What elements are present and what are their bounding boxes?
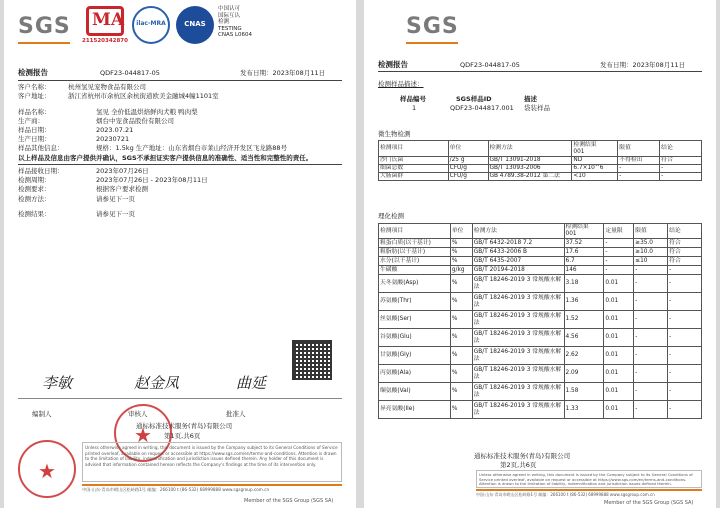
- received-date: 2023年07月26日: [96, 167, 149, 175]
- table-cell: GB/T 18246-2019 3 常规酸水解法: [472, 311, 564, 329]
- table-cell: 符合: [660, 157, 702, 165]
- producer-label: 生产商：: [18, 117, 44, 125]
- micro-header: 检测项目: [379, 141, 449, 157]
- table-cell: -: [604, 239, 634, 248]
- report-number: QDF23-044817-05: [460, 61, 520, 69]
- page-number: 第2页,共6页: [500, 461, 537, 469]
- chem-heading: 理化检测: [378, 212, 404, 220]
- address-line: 中国·山东·青岛市崂山区松岭路1号 邮编：266100 t (86-532) 68999888 www.sgsgroup.com.cn: [476, 492, 655, 497]
- table-cell: 不得检出: [618, 157, 660, 165]
- table-row: [379, 401, 702, 419]
- table-cell: g/kg: [450, 266, 472, 275]
- legal-notice: Unless otherwise agreed in writing, this document is issued by the Company subject to its General Conditions of Service printed overleaf, available on request or accessible at https://www.sgs.com/en/terms-and-conditions. Attention is drawn to the limitation of liability, indemnification and jurisdiction issues defined therein.: [476, 470, 702, 488]
- table-cell: 0.01: [604, 293, 634, 311]
- cnas-caption-line: 检测: [218, 19, 230, 25]
- table-cell: %: [450, 401, 472, 419]
- table-cell: -: [634, 347, 668, 365]
- customer-address: 浙江省杭州市余杭区余杭街道欧美金融城4幢1101室: [68, 92, 219, 100]
- test-request: 根据客户要求检测: [96, 185, 148, 193]
- cma-letters: MA: [92, 10, 125, 30]
- table-cell: 6.7: [564, 257, 604, 266]
- table-cell: -: [660, 173, 702, 181]
- table-cell: -: [634, 401, 668, 419]
- table-row: [379, 293, 702, 311]
- desc-header-description: 描述: [524, 95, 537, 103]
- sgs-logo: SGS: [406, 14, 459, 39]
- table-cell: GB/T 6432-2018 7.2: [472, 239, 564, 248]
- page-number: 第1页,共6页: [164, 432, 201, 440]
- cnas-caption: [218, 6, 252, 39]
- table-row: [379, 257, 702, 266]
- issue-date: 发布日期：2023年08月11日: [600, 61, 686, 69]
- table-row: [379, 157, 702, 165]
- table-cell: -: [604, 266, 634, 275]
- sgs-logo-bar: [18, 42, 70, 44]
- table-cell: -: [668, 266, 702, 275]
- table-cell: -: [634, 365, 668, 383]
- chem-header: 检测项目: [379, 224, 451, 239]
- table-cell: 0.01: [604, 329, 634, 347]
- table-row: [379, 165, 702, 173]
- table-cell: <10: [572, 173, 618, 181]
- chem-header: 检测方法: [472, 224, 564, 239]
- table-cell: 0.01: [604, 383, 634, 401]
- cnas-caption-line: 国际互认: [218, 12, 241, 19]
- table-cell: 大肠菌群: [379, 173, 449, 181]
- table-cell: 1.52: [564, 311, 604, 329]
- divider: [18, 80, 342, 81]
- ilac-mra-text: ilac-MRA: [136, 20, 166, 27]
- sample-other-label: 样品其他信息：: [18, 144, 64, 152]
- table-cell: 6.7×10^6: [572, 165, 618, 173]
- company-name: 通标标准技术服务(青岛)有限公司: [136, 422, 233, 430]
- table-row: [379, 239, 702, 248]
- signature-preparer: 李敏: [42, 374, 73, 392]
- footer-bar: [82, 484, 342, 486]
- production-date-label: 生产日期：: [18, 135, 51, 143]
- table-row: [379, 248, 702, 257]
- table-cell: -: [668, 365, 702, 383]
- table-cell: 4.56: [564, 329, 604, 347]
- table-cell: 谷氨酸(Glu): [379, 329, 451, 347]
- signature-approver: 曲延: [236, 374, 267, 392]
- table-cell: GB/T 18246-2019 3 常规酸水解法: [472, 275, 564, 293]
- report-title: 检测报告: [18, 68, 48, 77]
- cnas-logo: [176, 6, 214, 44]
- table-cell: 沙门氏菌: [379, 157, 449, 165]
- cnas-caption-line: TESTING: [218, 25, 242, 32]
- chem-table: [378, 223, 702, 419]
- table-cell: 甘氨酸(Gly): [379, 347, 451, 365]
- cnas-caption-line: CNAS L0604: [218, 32, 253, 38]
- test-method-label: 检测方法：: [18, 195, 51, 203]
- customer-address-label: 客户地址：: [18, 92, 51, 100]
- desc-sgs-id: QDF23-044817.001: [450, 104, 514, 112]
- table-cell: GB/T 18246-2019 3 常规酸水解法: [472, 347, 564, 365]
- member-line: Member of the SGS Group (SGS SA): [604, 500, 694, 506]
- table-cell: GB/T 6435-2007: [472, 257, 564, 266]
- table-cell: GB/T 18246-2019 3 常规酸水解法: [472, 329, 564, 347]
- table-cell: -: [668, 275, 702, 293]
- table-cell: ND: [572, 157, 618, 165]
- chem-header: 结论: [668, 224, 702, 239]
- table-cell: %: [450, 293, 472, 311]
- table-cell: 17.6: [564, 248, 604, 257]
- table-cell: GB/T 20194-2018: [472, 266, 564, 275]
- table-cell: 0.01: [604, 275, 634, 293]
- table-cell: GB 4789.38-2012 第二法: [488, 173, 572, 181]
- table-cell: 粗脂肪(以干基计): [379, 248, 451, 257]
- micro-header-row: [379, 141, 702, 157]
- micro-heading: 微生物检测: [378, 130, 411, 138]
- table-cell: CFU/g: [448, 165, 488, 173]
- sample-name: 氢见 全价低温烘焙鲜肉犬粮 鸭肉梨: [96, 108, 198, 116]
- desc-header-sample-no: 样品编号: [400, 95, 426, 103]
- table-row: [379, 329, 702, 347]
- test-result: 请参见下一页: [96, 210, 135, 218]
- table-cell: %: [450, 275, 472, 293]
- table-cell: 丙氨酸(Ala): [379, 365, 451, 383]
- report-number: QDF23-044817-05: [100, 69, 160, 77]
- table-cell: GB/T 13091-2018: [488, 157, 572, 165]
- role-preparer: 编制人: [32, 410, 52, 418]
- footer-bar: [476, 489, 702, 491]
- table-cell: 0.01: [604, 311, 634, 329]
- report-page-2: [364, 0, 716, 508]
- table-row: [379, 383, 702, 401]
- sgs-logo-bar: [406, 42, 458, 44]
- micro-header: 单位: [448, 141, 488, 157]
- table-cell: -: [668, 293, 702, 311]
- table-cell: %: [450, 257, 472, 266]
- chem-header: 检测结果 001: [564, 224, 604, 239]
- table-cell: %: [450, 248, 472, 257]
- role-reviewer: 审核人: [128, 410, 148, 418]
- table-cell: ≤10: [634, 257, 668, 266]
- legal-notice: Unless otherwise agreed in writing, this document is issued by the Company subject to its General Conditions of Service printed overleaf, available on request or accessible at https://www.sgs.com/en/terms-and-conditions. Attention is drawn to the limitation of liability, indemnification and jurisdiction issues defined therein. Any holder of this document is advised that information contained hereon reflects the Company's findings at the time of its intervention only.: [82, 442, 342, 482]
- table-cell: %: [450, 329, 472, 347]
- table-cell: 3.18: [564, 275, 604, 293]
- table-cell: 水分(以干基计): [379, 257, 451, 266]
- address-line: 中国·山东·青岛市崂山区松岭路1号 邮编：266100 t (86-532) 68999888 www.sgsgroup.com.cn: [82, 487, 270, 492]
- table-cell: GB/T 18246-2019 3 常规酸水解法: [472, 365, 564, 383]
- desc-description: 袋装样品: [524, 104, 550, 112]
- table-cell: 1.58: [564, 383, 604, 401]
- table-cell: 丝氨酸(Ser): [379, 311, 451, 329]
- test-result-label: 检测结果：: [18, 210, 51, 218]
- table-cell: %: [450, 311, 472, 329]
- table-cell: %: [450, 239, 472, 248]
- table-cell: 细菌总数: [379, 165, 449, 173]
- cma-number: 211520342870: [82, 38, 128, 44]
- customer-name-label: 客户名称：: [18, 83, 51, 91]
- table-cell: -: [634, 311, 668, 329]
- sgs-logo: SGS: [18, 14, 71, 39]
- table-cell: CFU/g: [448, 173, 488, 181]
- table-cell: -: [634, 275, 668, 293]
- production-date: 20230721: [96, 135, 130, 143]
- sample-date: 2023.07.21: [96, 126, 134, 134]
- table-cell: ≥10.0: [634, 248, 668, 257]
- micro-table: [378, 140, 702, 181]
- divider: [378, 71, 702, 72]
- table-row: [379, 275, 702, 293]
- table-cell: -: [668, 311, 702, 329]
- table-cell: 1.36: [564, 293, 604, 311]
- test-method: 请参见下一页: [96, 195, 135, 203]
- table-cell: -: [618, 165, 660, 173]
- table-row: [379, 365, 702, 383]
- company-name: 通标标准技术服务(青岛)有限公司: [474, 452, 571, 460]
- sample-other: 规格：1.5kg 生产地址：山东省烟台市莱山经济开发区飞龙路88号: [96, 144, 288, 152]
- qr-code[interactable]: [292, 340, 332, 380]
- table-cell: 符合: [668, 248, 702, 257]
- table-cell: -: [668, 347, 702, 365]
- chem-header-row: [379, 224, 702, 239]
- table-cell: 0.01: [604, 347, 634, 365]
- table-cell: GB/T 6433-2006 B: [472, 248, 564, 257]
- table-cell: 粗蛋白质(以干基计): [379, 239, 451, 248]
- member-line: Member of the SGS Group (SGS SA): [244, 498, 334, 504]
- test-request-label: 检测要求：: [18, 185, 51, 193]
- company-seal-footer: ★: [18, 440, 76, 498]
- micro-header: 检测方法: [488, 141, 572, 157]
- table-cell: -: [668, 329, 702, 347]
- chem-header: 单位: [450, 224, 472, 239]
- table-cell: 0.01: [604, 365, 634, 383]
- declaration: 以上样品及信息由客户提供并确认，SGS不承担证实客户提供信息的准确性、适当性和完整性的责任。: [18, 154, 313, 162]
- table-cell: 0.01: [604, 401, 634, 419]
- company-seal: ★: [114, 404, 172, 462]
- sample-date-label: 样品日期：: [18, 126, 51, 134]
- table-cell: ≥35.0: [634, 239, 668, 248]
- cma-logo: [82, 4, 128, 48]
- micro-header: 检测结果 001: [572, 141, 618, 157]
- micro-header: 限值: [618, 141, 660, 157]
- table-cell: %: [450, 365, 472, 383]
- table-cell: 146: [564, 266, 604, 275]
- role-approver: 批准人: [226, 410, 246, 418]
- sample-desc-heading: 检测样品描述：: [378, 80, 424, 88]
- table-cell: GB/T 18246-2019 3 常规酸水解法: [472, 401, 564, 419]
- table-row: [379, 173, 702, 181]
- table-cell: GB/T 13093-2006: [488, 165, 572, 173]
- divider: [18, 164, 342, 165]
- table-row: [379, 347, 702, 365]
- table-cell: 缬氨酸(Val): [379, 383, 451, 401]
- cnas-caption-line: 中国认可: [218, 6, 241, 12]
- table-cell: GB/T 18246-2019 3 常规酸水解法: [472, 383, 564, 401]
- cnas-text: CNAS: [184, 20, 206, 28]
- table-cell: -: [668, 383, 702, 401]
- table-cell: 2.09: [564, 365, 604, 383]
- micro-header: 结论: [660, 141, 702, 157]
- table-cell: 符合: [668, 257, 702, 266]
- customer-name: 杭州氢见宠物食品有限公司: [68, 83, 146, 91]
- table-cell: 异亮氨酸(Ile): [379, 401, 451, 419]
- desc-header-sgs-id: SGS样品ID: [456, 95, 492, 103]
- table-row: [379, 311, 702, 329]
- table-cell: -: [604, 257, 634, 266]
- producer: 烟台中宠食品股份有限公司: [96, 117, 174, 125]
- received-date-label: 样品接收日期：: [18, 167, 64, 175]
- table-cell: -: [604, 248, 634, 257]
- table-cell: 1.33: [564, 401, 604, 419]
- signature-reviewer: 赵金凤: [134, 374, 180, 392]
- table-cell: 苏氨酸(Thr): [379, 293, 451, 311]
- table-cell: GB/T 18246-2019 3 常规酸水解法: [472, 293, 564, 311]
- table-cell: -: [634, 293, 668, 311]
- test-period: 2023年07月26日 - 2023年08月11日: [96, 176, 208, 184]
- table-cell: -: [634, 266, 668, 275]
- sample-name-label: 样品名称：: [18, 108, 51, 116]
- table-cell: 牛磺酸: [379, 266, 451, 275]
- table-cell: -: [618, 173, 660, 181]
- table-cell: 天冬氨酸(Asp): [379, 275, 451, 293]
- report-page-1: [4, 0, 356, 508]
- table-row: [379, 266, 702, 275]
- issue-date: 发布日期：2023年08月11日: [240, 69, 326, 77]
- table-cell: 2.62: [564, 347, 604, 365]
- test-period-label: 检测周期：: [18, 176, 51, 184]
- table-cell: /25 g: [448, 157, 488, 165]
- divider: [18, 398, 342, 399]
- table-cell: -: [660, 165, 702, 173]
- table-cell: 37.52: [564, 239, 604, 248]
- table-cell: -: [634, 329, 668, 347]
- table-cell: -: [634, 383, 668, 401]
- ilac-mra-logo: [132, 6, 170, 44]
- table-cell: -: [668, 401, 702, 419]
- table-cell: %: [450, 383, 472, 401]
- table-cell: %: [450, 347, 472, 365]
- report-title: 检测报告: [378, 60, 408, 69]
- chem-header: 定量限: [604, 224, 634, 239]
- chem-header: 限值: [634, 224, 668, 239]
- table-cell: 符合: [668, 239, 702, 248]
- desc-sample-no: 1: [412, 104, 417, 112]
